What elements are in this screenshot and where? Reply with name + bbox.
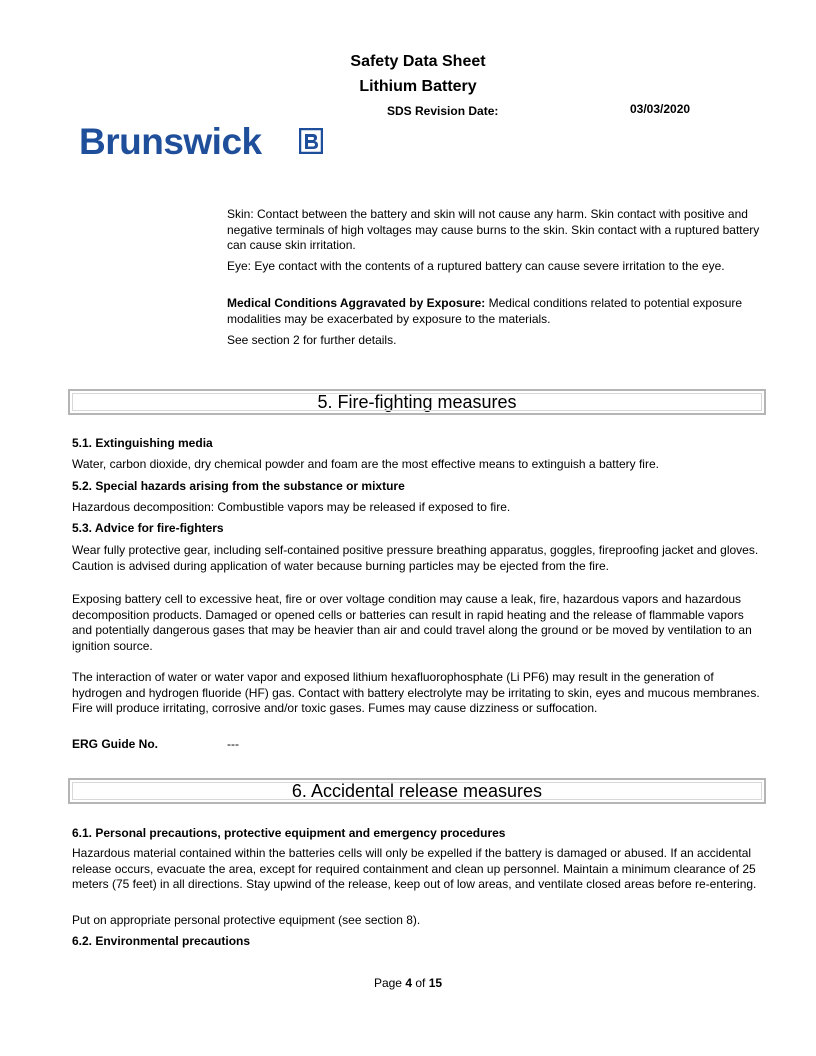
section-6-1-text: Hazardous material contained within the batteries cells will only be expelled if the battery is damaged or abused. If an accidental release occurs, evacuate the area, except for required containment and clean up personnel. Maintain a minimum clearance of 25 meters (75 feet) in all directions. Stay upwind of the release, keep out of low areas, and ventilate closed areas before re-entering. — [72, 846, 757, 891]
erg-guide-label: ERG Guide No. — [72, 737, 159, 751]
brand-logo — [79, 120, 262, 164]
exposing-battery-paragraph: Exposing battery cell to excessive heat, fire or over voltage condition may cause a leak, fire, hazardous vapors and hazardous decomposition products. Damaged or opened cells or batteries can result in rapid heating and the release of flammable vapors and potentially dangerous gases that may be heavier than air and could travel along the ground or be moved by ventilation to an ignition source. — [72, 592, 752, 653]
water-interaction-paragraph: The interaction of water or water vapor and exposed lithium hexafluorophosphate (Li PF6) may result in the generation of hydrogen and hydrogen fluoride (HF) gas. Contact with battery electrolyte may be irritating to skin, eyes and mucous membranes. Fire will produce irritating, corrosive and/or toxic gases. Fumes may cause dizziness or suffocation. — [72, 670, 760, 715]
erg-guide-value: --- — [227, 737, 239, 751]
medical-conditions-text: Medical conditions related to potential exposure modalities may be exacerbated by exposure to the materials. — [227, 296, 743, 326]
medical-conditions-label: Medical Conditions Aggravated by Exposure: — [227, 296, 486, 310]
document-title: Safety Data Sheet — [350, 53, 486, 70]
section-6-2-title: 6.2. Environmental precautions — [72, 934, 251, 948]
page-prefix: Page — [373, 976, 406, 990]
section-5-1-title: 5.1. Extinguishing media — [72, 436, 213, 450]
revision-date-label: SDS Revision Date: — [387, 104, 499, 118]
logo-wordmark: Brunswick — [79, 121, 262, 162]
section-6-heading-box — [68, 778, 766, 804]
page-footer — [0, 976, 816, 990]
section-5-3-title: 5.3. Advice for fire-fighters — [72, 521, 224, 535]
section-5-heading-box — [68, 389, 766, 415]
skin-contact-text: Skin: Contact between the battery and skin will not cause any harm. Skin contact with positive and negative terminals of high voltages may cause burns to the skin. Skin contact with a ruptured battery can cause skin irritation. — [227, 207, 760, 252]
section-6-heading: 6. Accidental release measures — [291, 781, 543, 801]
revision-date-value: 03/03/2020 — [630, 102, 691, 116]
medical-conditions-paragraph — [227, 296, 762, 327]
page-current: 4 — [405, 976, 412, 990]
eye-contact-text: Eye: Eye contact with the contents of a ruptured battery can cause severe irritation to the eye. — [227, 259, 725, 273]
section-5-3-text: Wear fully protective gear, including self-contained positive pressure breathing apparatus, goggles, fireproofing jacket and gloves. Caution is advised during application of water because burning particles may be ejected from the fire. — [72, 543, 759, 573]
page-of: of — [412, 976, 429, 990]
section-5-2-text: Hazardous decomposition: Combustible vapors may be released if exposed to fire. — [72, 500, 511, 514]
logo-crown-icon — [299, 128, 323, 154]
section-5-1-text: Water, carbon dioxide, dry chemical powder and foam are the most effective means to extinguish a battery fire. — [72, 457, 659, 471]
see-section-text: See section 2 for further details. — [227, 333, 397, 347]
section-5-2-title: 5.2. Special hazards arising from the substance or mixture — [72, 479, 405, 493]
page-total: 15 — [428, 976, 443, 990]
ppe-instruction-text: Put on appropriate personal protective equipment (see section 8). — [72, 913, 421, 927]
document-subtitle: Lithium Battery — [359, 78, 477, 95]
section-6-1-title: 6.1. Personal precautions, protective equipment and emergency procedures — [72, 826, 506, 840]
section-5-heading: 5. Fire-fighting measures — [317, 392, 517, 412]
